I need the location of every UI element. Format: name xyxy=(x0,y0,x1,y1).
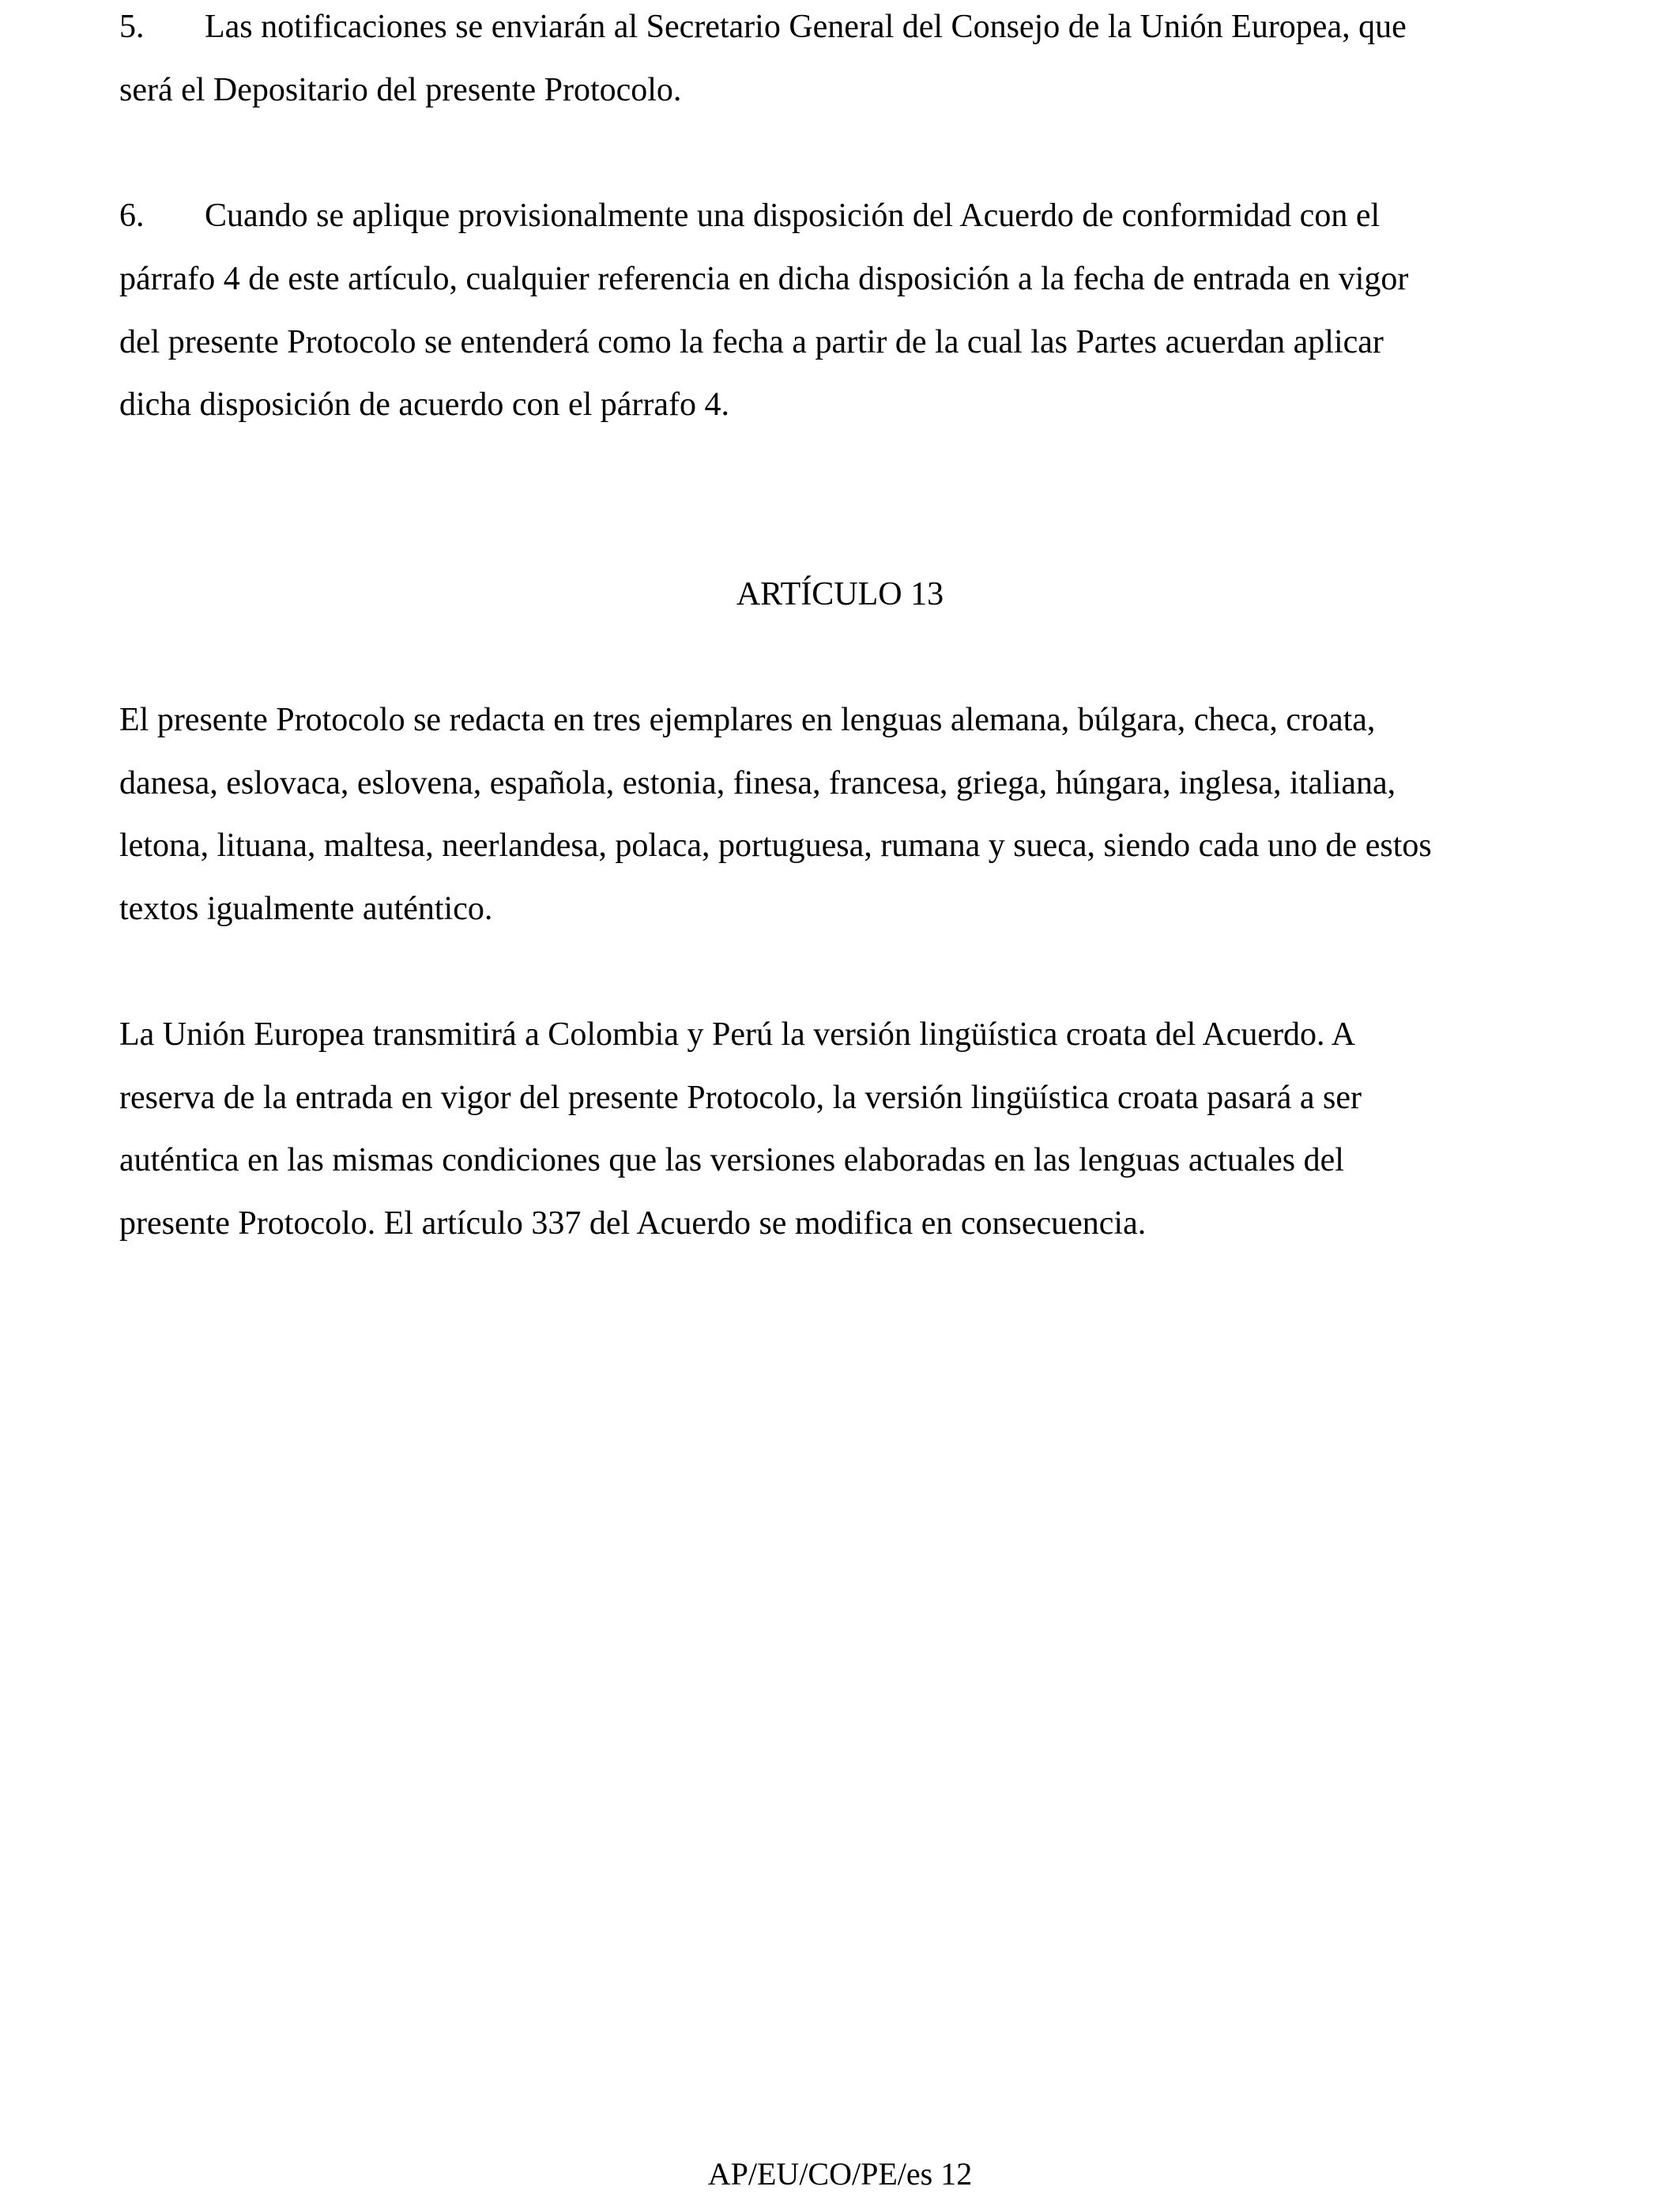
article-paragraph-1-line-1: El presente Protocolo se redacta en tres ejemplares en lenguas alemana, búlgara, checa, croata, xyxy=(119,702,1376,738)
paragraph-5-line-2: será el Depositario del presente Protocolo. xyxy=(119,72,682,108)
article-paragraph-2-line-2: reserva de la entrada en vigor del presente Protocolo, la versión lingüística croata pasará a ser xyxy=(119,1080,1362,1116)
paragraph-6-line-4: dicha disposición de acuerdo con el párrafo 4. xyxy=(119,386,730,423)
paragraph-5-number: 5. xyxy=(119,9,145,45)
article-paragraph-2-line-4: presente Protocolo. El artículo 337 del Acuerdo se modifica en consecuencia. xyxy=(119,1205,1147,1242)
article-heading: ARTÍCULO 13 xyxy=(736,576,944,613)
paragraph-6-line-2: párrafo 4 de este artículo, cualquier referencia en dicha disposición a la fecha de entrada en vigor xyxy=(119,261,1409,297)
paragraph-5-text-line-1: Las notificaciones se enviarán al Secretario General del Consejo de la Unión Europea, que xyxy=(205,9,1407,45)
paragraph-6-text-line-1: Cuando se aplique provisionalmente una disposición del Acuerdo de conformidad con el xyxy=(205,198,1381,234)
article-paragraph-2-line-1: La Unión Europea transmitirá a Colombia y Perú la versión lingüística croata del Acuerdo. A xyxy=(119,1016,1356,1053)
paragraph-6-number: 6. xyxy=(119,198,145,234)
article-paragraph-1-line-4: textos igualmente auténtico. xyxy=(119,891,493,927)
article-paragraph-1-line-2: danesa, eslovaca, eslovena, española, estonia, finesa, francesa, griega, húngara, inglesa, italiana, xyxy=(119,765,1396,801)
paragraph-5-line-1 xyxy=(119,7,1407,47)
paragraph-6-line-1 xyxy=(119,196,1380,236)
article-paragraph-2-line-3: auténtica en las mismas condiciones que las versiones elaboradas en las lenguas actuales del xyxy=(119,1142,1344,1178)
paragraph-6-line-3: del presente Protocolo se entenderá como la fecha a partir de la cual las Partes acuerdan aplicar xyxy=(119,324,1384,360)
page-footer: AP/EU/CO/PE/es 12 xyxy=(707,2156,973,2192)
article-paragraph-1-line-3: letona, lituana, maltesa, neerlandesa, polaca, portuguesa, rumana y sueca, siendo cada uno de estos xyxy=(119,827,1432,864)
